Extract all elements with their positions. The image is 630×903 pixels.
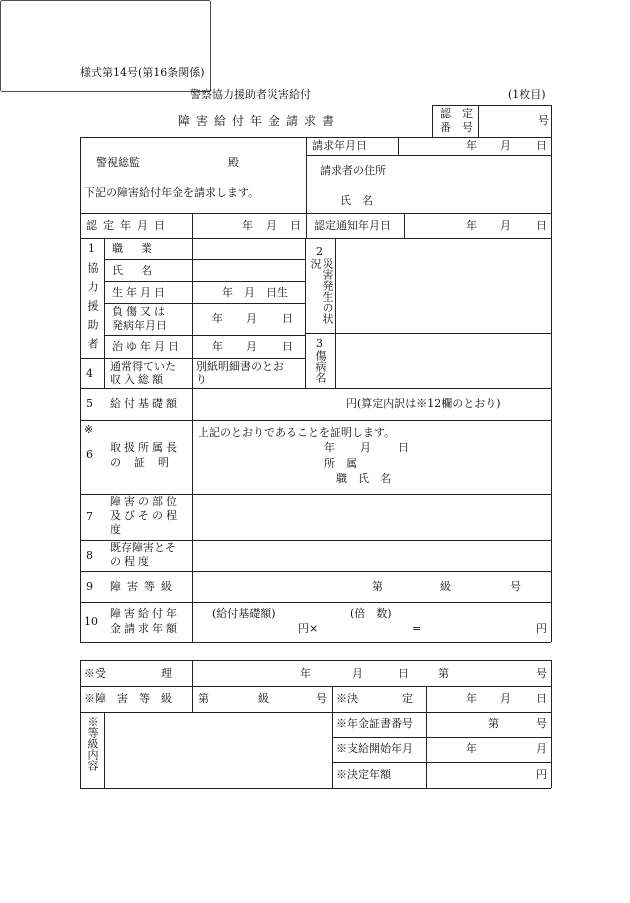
grade-mid: 級: [440, 580, 451, 593]
section4-label-1: 通常得ていた: [110, 360, 176, 373]
section1-number: 1: [88, 242, 95, 255]
section7-label-3: 度: [110, 523, 121, 536]
received-label: ※受 理: [84, 667, 172, 680]
grade-suffix: 号: [510, 580, 521, 593]
payment-start-month: 月: [536, 742, 547, 755]
cert-notice-month: 月: [500, 219, 511, 232]
cert-number-input[interactable]: [482, 110, 532, 130]
injury-date-label-1: 負傷又は: [112, 305, 168, 318]
section4-number: 4: [86, 367, 93, 380]
section10-number: 10: [84, 615, 98, 628]
section3-number: 3: [316, 337, 323, 350]
section8-number: 8: [86, 549, 93, 562]
request-date-month: 月: [500, 139, 511, 152]
received-year: 年: [300, 667, 311, 680]
decision-month: 月: [500, 692, 511, 705]
yen-unit: 円: [536, 622, 547, 635]
cert-date-label: 認定年月日: [86, 219, 171, 232]
payment-start-year: 年: [466, 742, 477, 755]
occupation-input[interactable]: [196, 241, 301, 257]
grade-content-label: ※等級内容: [86, 716, 99, 771]
pension-cert-suffix: 号: [536, 717, 547, 730]
department-label: 所 属: [324, 457, 357, 470]
addressee-honorific: 殿: [228, 156, 239, 169]
multiplier-label: (倍 数): [350, 607, 392, 620]
form-number: 様式第14号(第16条関係): [80, 66, 205, 79]
disability-detail-input[interactable]: [198, 500, 543, 532]
section8-label-2: の程度: [110, 555, 152, 568]
section5-number: 5: [86, 397, 93, 410]
base-amount-label: (給付基礎額): [212, 607, 276, 620]
section10-label-1: 障害給付年: [110, 607, 180, 620]
cert-date-month: 月: [266, 219, 277, 232]
cert-number-label-2: 番 号: [440, 121, 473, 134]
equals-sign: =: [412, 622, 422, 635]
received-day: 日: [398, 667, 409, 680]
cert-notice-date-label: 認定通知年月日: [314, 219, 391, 232]
applicant-name-input[interactable]: [400, 192, 545, 210]
name-input[interactable]: [196, 263, 301, 279]
injury-date-label-2: 発病年月日: [112, 319, 167, 332]
healed-date-month: 月: [246, 340, 257, 353]
received-month: 月: [352, 667, 363, 680]
section6-mark: ※: [84, 423, 94, 436]
decision-day: 日: [536, 692, 547, 705]
healed-date-year: 年: [212, 340, 223, 353]
healed-date-label: 治ゆ年月日: [112, 340, 182, 353]
cert-stmt-year: 年: [324, 441, 335, 454]
yen-times: 円×: [298, 622, 319, 635]
injury-date-year: 年: [212, 312, 223, 325]
request-statement: 下記の障害給付年金を請求します。: [84, 186, 260, 199]
request-date-year: 年: [466, 139, 477, 152]
form-subtitle: 警察協力援助者災害給付: [190, 88, 311, 101]
injury-name-input[interactable]: [340, 340, 545, 382]
occupation-label: 職業: [112, 242, 170, 255]
injury-date-day: 日: [282, 312, 293, 325]
birth-date-label: 生年月日: [112, 286, 168, 299]
decision-year: 年: [466, 692, 477, 705]
cert-notice-year: 年: [466, 219, 477, 232]
pension-cert-prefix: 第: [488, 717, 499, 730]
section7-label-1: 障害の部位: [110, 495, 180, 508]
request-date-day: 日: [536, 139, 547, 152]
healed-date-day: 日: [282, 340, 293, 353]
existing-disability-input[interactable]: [198, 546, 543, 566]
received-number-suffix: 号: [536, 667, 547, 680]
section5-value: 円(算定内訳は※12欄のとおり): [346, 397, 501, 410]
section6-label-1: 取扱所属長: [110, 441, 180, 454]
section4-value-2: り: [196, 373, 207, 386]
injury-date-month: 月: [246, 312, 257, 325]
cert-stmt-day: 日: [398, 441, 409, 454]
cert-date-day: 日: [290, 219, 301, 232]
applicant-address-input[interactable]: [400, 162, 545, 180]
section7-label-2: 及びその程: [110, 509, 180, 522]
decision-label: ※決 定: [336, 692, 413, 705]
payment-start-label: ※支給開始年月: [336, 742, 413, 755]
addressee-name: 警視総監: [96, 156, 140, 169]
base-amount-input[interactable]: [200, 394, 340, 412]
section3-label: 傷病名: [314, 350, 327, 383]
office-grade-prefix: 第: [198, 692, 209, 705]
name-label: 氏名: [112, 264, 170, 277]
decided-amount-unit: 円: [536, 768, 547, 781]
applicant-name-label: 氏 名: [340, 194, 373, 207]
page-count: (1枚目): [508, 88, 546, 101]
cert-number-label-1: 認 定: [440, 107, 473, 120]
section1-label: 協力援助者: [86, 262, 99, 357]
section4-value-1: 別紙明細書のとお: [196, 360, 284, 373]
received-number-prefix: 第: [438, 667, 449, 680]
applicant-address-label: 請求者の住所: [320, 164, 386, 177]
cert-notice-day: 日: [536, 219, 547, 232]
section2-number: 2: [316, 245, 323, 258]
section7-number: 7: [86, 510, 93, 523]
official-name-label: 職 氏 名: [336, 472, 391, 485]
decided-amount-label: ※決定年額: [336, 768, 391, 781]
request-date-label: 請求年月日: [312, 139, 367, 152]
cert-stmt-month: 月: [360, 441, 371, 454]
section4-label-2: 収入総額: [110, 373, 166, 386]
page-title: 障害給付年金請求書: [178, 114, 341, 128]
cert-date-year: 年: [242, 219, 253, 232]
section10-label-2: 金請求年額: [110, 622, 180, 635]
section9-label: 障害等級: [110, 580, 178, 593]
section9-number: 9: [86, 580, 93, 593]
birth-date-value: 年 月 日生: [222, 286, 288, 299]
section6-label-2: の証明: [110, 456, 182, 469]
cert-number-unit: 号: [538, 114, 549, 127]
office-grade-suffix: 号: [316, 692, 327, 705]
section5-label: 給付基礎額: [110, 397, 180, 410]
office-grade-label: ※障 害 等 級: [84, 692, 172, 705]
grade-prefix: 第: [372, 580, 383, 593]
pension-cert-label: ※年金証書番号: [336, 717, 413, 730]
section6-number: 6: [86, 448, 93, 461]
section8-label-1: 既存障害とそ: [110, 541, 176, 554]
section2-label: 災害発生の状況: [309, 258, 334, 324]
office-grade-mid: 級: [258, 692, 269, 705]
certification-statement: 上記のとおりであることを証明します。: [198, 426, 396, 439]
